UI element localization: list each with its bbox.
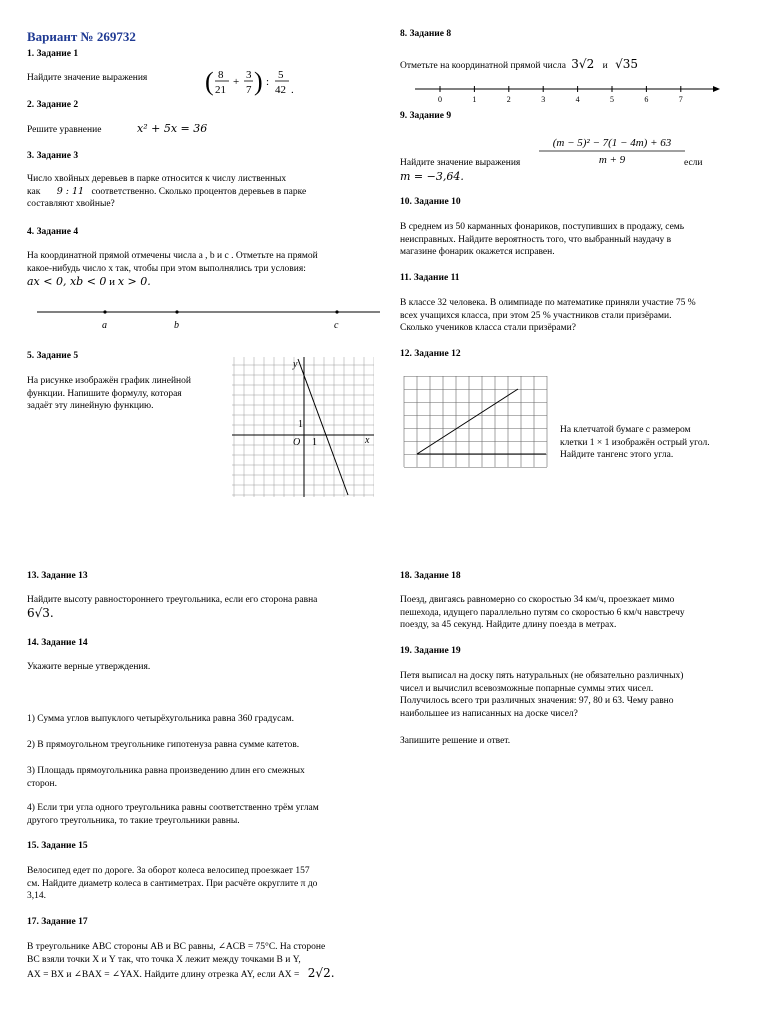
task-18-line-1: Поезд, двигаясь равномерно со скоростью 34 км/ч, проезжает мимо — [400, 595, 675, 605]
task-3-body — [27, 173, 367, 211]
task-1-expression — [205, 64, 305, 105]
svg-text:.: . — [291, 84, 294, 96]
task-10-body — [400, 221, 745, 259]
task-5-label-x: x — [365, 435, 370, 446]
task-11-line-1: В классе 32 человека. В олимпиаде по математике приняли участие 75 % — [400, 298, 696, 308]
task-3-heading: 3. Задание 3 — [27, 151, 79, 161]
task-5-graph — [232, 357, 374, 497]
task-8-tick-label: 5 — [610, 95, 614, 104]
task-14-statement-3-b: сторон. — [27, 778, 57, 789]
task-9-numerator: (m − 5)² − 7(1 − 4m) + 63 — [552, 137, 672, 149]
task-5-line-1: На рисунке изображён график линейной — [27, 376, 191, 386]
task-4-point-c — [335, 310, 338, 313]
task-8-text: Отметьте на координатной прямой числа — [400, 61, 566, 71]
task-11-body — [400, 297, 755, 335]
task-5-line-3: задаёт эту линейную функцию. — [27, 401, 154, 412]
task-19-line-4: наибольшее из написанных на доске чисел? — [400, 708, 578, 719]
task-14-intro: Укажите верные утверждения. — [27, 662, 151, 672]
task-4-point-b — [175, 310, 178, 313]
task-17-line-2: BC взяли точки X и Y так, что точка X лежит между точками B и Y, — [27, 954, 301, 965]
task-15-line-1: Велосипед едет по дороге. За оборот колеса велосипед проезжает 157 — [27, 866, 310, 876]
task-9-fraction — [537, 133, 687, 167]
svg-text:5: 5 — [278, 69, 284, 81]
task-18-line-3: поезду, за 45 секунд. Найдите длину поезда в метрах. — [400, 620, 617, 631]
task-4-cond-and: и — [109, 276, 116, 289]
task-10-line-1: В среднем из 50 карманных фонариков, поступивших в продажу, семь — [400, 222, 685, 232]
task-19-heading: 19. Задание 19 — [400, 646, 461, 656]
task-8-and: и — [602, 61, 608, 71]
task-2-equation: x² + 5x = 36 — [137, 122, 208, 135]
svg-text:8: 8 — [218, 69, 224, 81]
task-5-label-one-y: 1 — [298, 419, 303, 430]
task-12-ray-1 — [417, 389, 518, 454]
svg-text::: : — [266, 76, 270, 88]
task-8-tick-label: 4 — [575, 95, 580, 104]
task-15-heading: 15. Задание 15 — [27, 841, 88, 851]
task-3-ratio: 9 : 11 — [56, 185, 85, 197]
task-9-condition: m = −3,64. — [400, 170, 464, 183]
task-9-text: Найдите значение выражения — [400, 158, 521, 168]
task-8-body — [400, 57, 740, 73]
task-5-heading: 5. Задание 5 — [27, 351, 79, 361]
task-14-statement-1: 1) Сумма углов выпуклого четырёхугольника равна 360 градусам. — [27, 714, 295, 724]
task-15-line-2: см. Найдите диаметр колеса в сантиметрах. При расчёте округлите π до — [27, 878, 318, 889]
task-11-heading: 11. Задание 11 — [400, 273, 460, 283]
task-3-rest: соответственно. Сколько процентов деревьев в парке — [91, 186, 307, 197]
task-2-heading: 2. Задание 2 — [27, 100, 79, 110]
task-15-body — [27, 865, 377, 903]
task-14-statement-4 — [27, 802, 377, 827]
task-3-as: как — [27, 186, 41, 197]
task-10-line-3: магазине фонарик окажется исправен. — [400, 247, 555, 258]
task-5-function-line — [298, 359, 348, 495]
task-11-line-2: всех учащихся класса, при этом 25 % участников стали призёрами. — [400, 310, 672, 321]
task-8-tick-label: 0 — [438, 95, 442, 104]
task-8-tick-label: 3 — [541, 95, 546, 104]
task-13-value: 6√3. — [27, 606, 54, 620]
task-4-line-1: На координатной прямой отмечены числа a , b и c . Отметьте на прямой — [27, 251, 318, 261]
svg-text:(: ( — [205, 67, 214, 96]
task-4-number-line — [35, 305, 385, 335]
svg-text:+: + — [233, 76, 240, 88]
task-14-heading: 14. Задание 14 — [27, 638, 88, 648]
task-13-line-1: Найдите высоту равностороннего треугольника, если его сторона равна — [27, 595, 318, 605]
task-17-body — [27, 941, 377, 982]
task-2-text: Решите уравнение — [27, 125, 102, 135]
task-4-body — [27, 250, 372, 290]
task-5-grid — [232, 357, 374, 497]
task-12-body — [560, 424, 750, 462]
task-8-number-line — [415, 82, 720, 104]
task-17-line-1: В треугольнике ABC стороны AB и BC равны, ∠ACB = 75°С. На стороне — [27, 942, 326, 952]
task-14-statement-3-a: 3) Площадь прямоугольника равна произведению длин его смежных — [27, 766, 305, 776]
task-19-body — [400, 670, 750, 720]
task-12-line-1: На клетчатой бумаге с размером — [560, 425, 691, 435]
svg-text:21: 21 — [215, 84, 226, 96]
task-12-line-3: Найдите тангенс этого угла. — [560, 450, 674, 461]
task-15-line-3: 3,14. — [27, 891, 46, 902]
task-4-label-a: a — [102, 320, 107, 331]
task-17-value: 2√2. — [307, 966, 335, 981]
task-19-line-1: Петя выписал на доску пять натуральных (не обязательно различных) — [400, 671, 684, 681]
task-8-heading: 8. Задание 8 — [400, 29, 452, 39]
task-18-line-2: пешехода, идущего параллельно путям со скоростью 6 км/ч навстречу — [400, 607, 685, 618]
task-18-body — [400, 594, 750, 632]
task-3-line-2 — [27, 186, 367, 199]
task-4-point-a — [103, 310, 106, 313]
task-5-body — [27, 375, 227, 413]
task-8-number-2: √35 — [615, 57, 638, 71]
task-5-line-2: функции. Напишите формулу, которая — [27, 388, 182, 399]
task-18-heading: 18. Задание 18 — [400, 571, 461, 581]
task-9-denominator: m + 9 — [598, 154, 626, 166]
task-8-number-1: 3√2 — [571, 57, 595, 71]
task-11-line-3: Сколько учеников класса стали призёрами? — [400, 323, 576, 334]
task-8-tick-label: 6 — [644, 95, 649, 104]
task-17-line-3-text: AX = BX и ∠BAX = ∠YAX. Найдите длину отрезка AY, если AX = — [27, 970, 300, 981]
task-13-heading: 13. Задание 13 — [27, 571, 88, 581]
task-4-line-2: какое-нибудь число x так, чтобы при этом выполнялись три условия: — [27, 263, 306, 274]
task-12-line-2: клетки 1 × 1 изображён острый угол. — [560, 437, 710, 448]
task-3-line-1: Число хвойных деревьев в парке относится к числу лиственных — [27, 174, 287, 184]
task-4-cond-2: x > 0. — [117, 275, 151, 289]
task-1-heading: 1. Задание 1 — [27, 49, 79, 60]
task-19-instruction: Запишите решение и ответ. — [400, 736, 511, 746]
task-10-heading: 10. Задание 10 — [400, 197, 461, 207]
task-4-conditions — [27, 275, 372, 290]
svg-text:42: 42 — [275, 84, 286, 96]
task-17-line-3 — [27, 966, 377, 982]
task-14-statement-4-b: другого треугольника, то такие треугольники равны. — [27, 815, 240, 826]
task-5-label-origin: O — [293, 437, 301, 448]
task-5-label-y: y — [293, 359, 298, 370]
task-5-label-one-x: 1 — [312, 437, 317, 448]
task-19-line-3: Получилось всего три различных значения: 97, 80 и 63. Чему равно — [400, 696, 674, 707]
svg-text:): ) — [254, 67, 263, 96]
task-9-if: если — [684, 158, 703, 168]
task-14-statement-3 — [27, 765, 372, 790]
svg-text:3: 3 — [246, 69, 252, 81]
task-8-tick-label: 7 — [678, 95, 683, 104]
task-4-heading: 4. Задание 4 — [27, 227, 79, 237]
task-10-line-2: неисправных. Найдите вероятность того, что выбранный наудачу в — [400, 234, 672, 245]
task-12-heading: 12. Задание 12 — [400, 349, 461, 359]
task-8-tick-label: 1 — [472, 95, 477, 104]
task-4-label-c: c — [334, 320, 339, 331]
task-19-line-2: чисел и вычислил всевозможные попарные суммы этих чисел. — [400, 683, 654, 694]
task-3-line-3: составляют хвойные? — [27, 199, 115, 210]
task-4-label-b: b — [174, 320, 179, 331]
left-column-top — [27, 28, 372, 61]
svg-text:7: 7 — [246, 84, 252, 96]
task-9-heading: 9. Задание 9 — [400, 111, 452, 121]
task-14-statement-2: 2) В прямоугольном треугольнике гипотенуза равна сумме катетов. — [27, 740, 300, 750]
task-4-cond-1: ax < 0, xb < 0 — [27, 275, 107, 289]
task-8-tick-label: 2 — [506, 95, 511, 104]
page-title: Вариант № 269732 — [27, 29, 136, 44]
task-1-expression-svg — [205, 64, 305, 100]
task-14-statement-4-a: 4) Если три угла одного треугольника равны соответственно трём углам — [27, 803, 319, 813]
task-8-arrow — [713, 86, 720, 92]
task-1-text: Найдите значение выражения — [27, 73, 148, 83]
task-12-grid-figure — [403, 376, 548, 468]
task-17-heading: 17. Задание 17 — [27, 917, 88, 927]
